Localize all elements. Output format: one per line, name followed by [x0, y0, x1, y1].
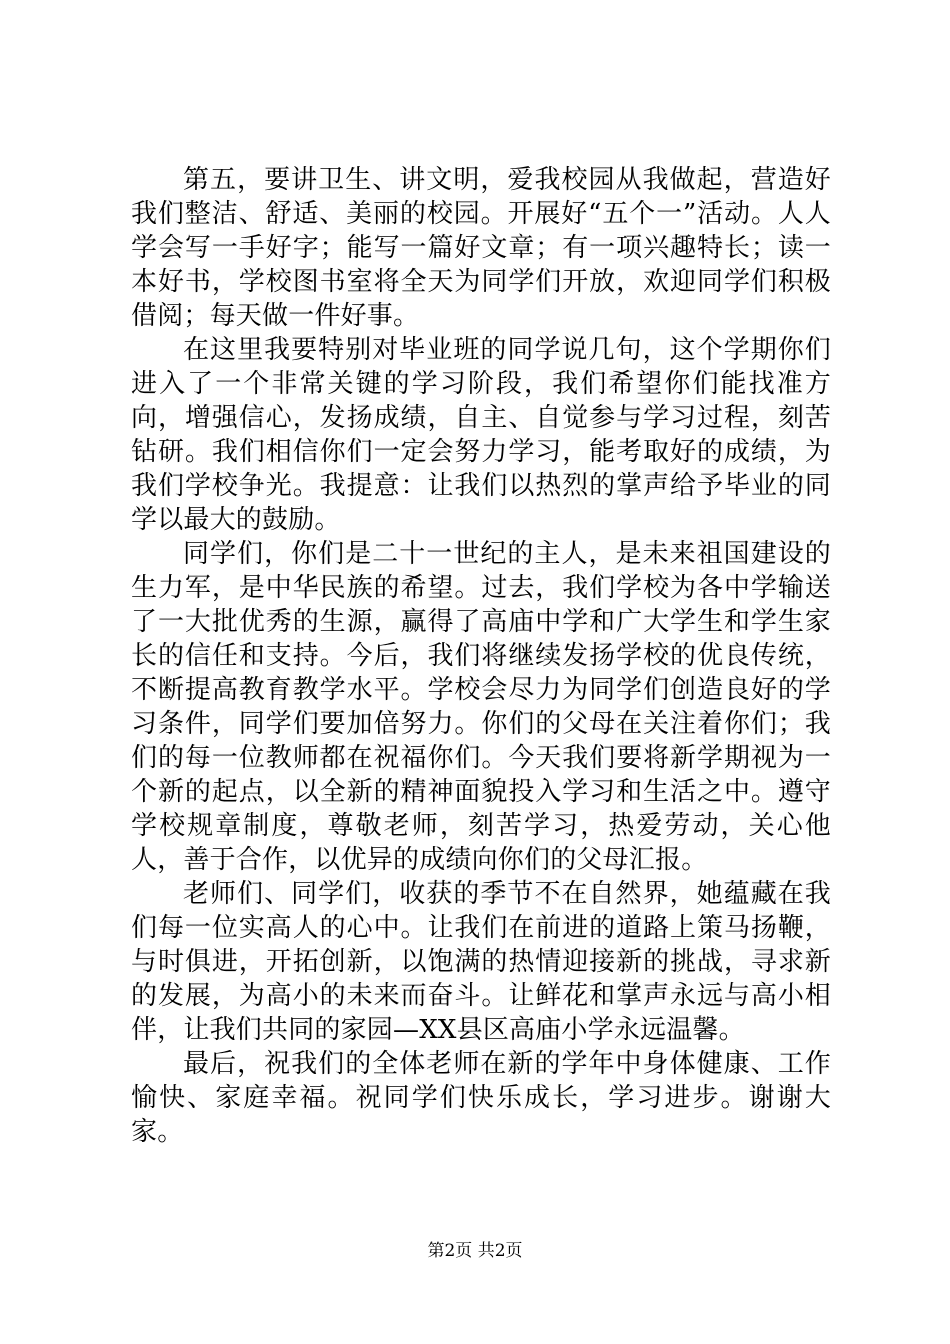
paragraph-2: 在这里我要特别对毕业班的同学说几句，这个学期你们进入了一个非常关键的学习阶段，我们希望你们能找准方向，增强信心，发扬成绩，自主、自觉参与学习过程，刻苦钻研。我们相信你们一定会努力学习，能考取好的成绩，为我们学校争光。我提意：让我们以热烈的掌声给予毕业的同学以最大的鼓励。 [131, 335, 831, 535]
paragraph-4: 老师们、同学们，收获的季节不在自然界，她蕴藏在我们每一位实高人的心中。让我们在前进的道路上策马扬鞭，与时俱进，开拓创新，以饱满的热情迎接新的挑战，寻求新的发展，为高小的未来而奋斗。让鲜花和掌声永远与高小相伴，让我们共同的家园—XX县区高庙小学永远温馨。 [131, 879, 831, 1045]
document-body [131, 163, 831, 1149]
paragraph-3: 同学们，你们是二十一世纪的主人，是未来祖国建设的生力军，是中华民族的希望。过去，我们学校为各中学输送了一大批优秀的生源，赢得了高庙中学和广大学生和学生家长的信任和支持。今后，我们将继续发扬学校的优良传统，不断提高教育教学水平。学校会尽力为同学们创造良好的学习条件，同学们要加倍努力。你们的父母在关注着你们；我们的每一位教师都在祝福你们。今天我们要将新学期视为一个新的起点，以全新的精神面貌投入学习和生活之中。遵守学校规章制度，尊敬老师，刻苦学习，热爱劳动，关心他人，善于合作，以优异的成绩向你们的父母汇报。 [131, 539, 831, 875]
page-footer: 第2页 共2页 [427, 1241, 523, 1261]
paragraph-1: 第五，要讲卫生、讲文明，爱我校园从我做起，营造好我们整洁、舒适、美丽的校园。开展好“五个一”活动。人人学会写一手好字；能写一篇好文章；有一项兴趣特长；读一本好书，学校图书室将全天为同学们开放，欢迎同学们积极借阅；每天做一件好事。 [131, 165, 831, 331]
paragraph-5: 最后，祝我们的全体老师在新的学年中身体健康、工作愉快、家庭幸福。祝同学们快乐成长，学习进步。谢谢大家。 [131, 1049, 831, 1147]
